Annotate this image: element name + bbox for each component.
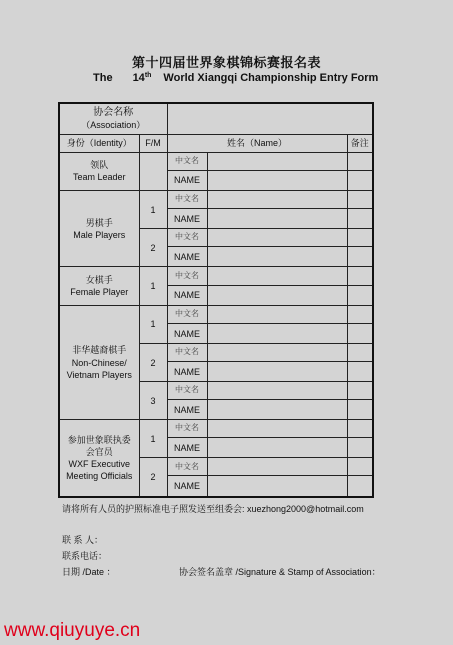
- cn-name-label: 中文名: [167, 458, 207, 476]
- group-officials-cn2: 会官员: [85, 447, 113, 458]
- remark-cell[interactable]: [347, 191, 373, 209]
- group-officials-en1: WXF Executive: [68, 459, 130, 470]
- cn-name-label: 中文名: [167, 420, 207, 438]
- name-input-cell[interactable]: [207, 306, 347, 324]
- group-female-cn: 女棋手: [85, 275, 113, 286]
- name-label: NAME: [167, 362, 207, 382]
- group-male-en: Male Players: [73, 229, 126, 240]
- name-input-cell[interactable]: [207, 267, 347, 285]
- group-officials-en2: Meeting Officials: [66, 471, 133, 482]
- remark-cell[interactable]: [347, 267, 373, 285]
- player-number: 2: [139, 344, 167, 382]
- name-input-cell[interactable]: [207, 438, 347, 458]
- group-male: [59, 191, 139, 267]
- cn-name-label: 中文名: [167, 382, 207, 400]
- cn-name-label: 中文名: [167, 152, 207, 170]
- player-number: 1: [139, 191, 167, 229]
- name-input-cell[interactable]: [207, 400, 347, 420]
- name-label: NAME: [167, 209, 207, 229]
- title-the: The: [93, 72, 113, 84]
- remark-cell[interactable]: [347, 306, 373, 324]
- player-number: 2: [139, 458, 167, 497]
- name-input-cell[interactable]: [207, 476, 347, 497]
- name-label: NAME: [167, 476, 207, 497]
- group-nonchinese-en2: Vietnam Players: [66, 369, 132, 380]
- title-rest: World Xiangqi Championship Entry Form: [163, 72, 379, 84]
- nonchinese-1-row-cn: [59, 306, 373, 324]
- name-label: NAME: [167, 285, 207, 305]
- name-header: 姓名（Name）: [167, 134, 347, 152]
- name-input-cell[interactable]: [207, 362, 347, 382]
- name-input-cell[interactable]: [207, 209, 347, 229]
- remark-cell[interactable]: [347, 247, 373, 267]
- name-input-cell[interactable]: [207, 344, 347, 362]
- remark-cell[interactable]: [347, 476, 373, 497]
- remark-cell[interactable]: [347, 285, 373, 305]
- player-number: 1: [139, 420, 167, 458]
- group-leader-cn: 领队: [90, 160, 109, 171]
- name-input-cell[interactable]: [207, 382, 347, 400]
- name-input-cell[interactable]: [207, 420, 347, 438]
- player-number: 3: [139, 382, 167, 420]
- signature-label: 协会签名盖章 /Signature & Stamp of Association：: [179, 567, 381, 577]
- entry-form-table: [58, 102, 374, 498]
- association-label: [59, 103, 167, 134]
- cn-name-label: 中文名: [167, 306, 207, 324]
- leader-row-cn: [59, 152, 373, 170]
- remark-cell[interactable]: [347, 362, 373, 382]
- remark-cell[interactable]: [347, 382, 373, 400]
- date-label: 日期 /Date ：: [62, 567, 116, 577]
- group-nonchinese-en1: Non-Chinese/: [71, 357, 127, 368]
- header-row: [59, 134, 373, 152]
- player-number: 2: [139, 229, 167, 267]
- name-input-cell[interactable]: [207, 170, 347, 190]
- remark-cell[interactable]: [347, 344, 373, 362]
- association-label-cn: 协会名称: [93, 106, 134, 118]
- group-female-en: Female Player: [70, 287, 129, 298]
- group-leader: [59, 152, 139, 191]
- group-leader-en: Team Leader: [72, 172, 126, 183]
- contact-phone-label: 联系电话：: [62, 551, 108, 561]
- remark-header: 备注: [347, 134, 373, 152]
- name-input-cell[interactable]: [207, 191, 347, 209]
- name-label: NAME: [167, 438, 207, 458]
- group-male-cn: 男棋手: [85, 217, 113, 228]
- name-input-cell[interactable]: [207, 247, 347, 267]
- group-officials: [59, 420, 139, 497]
- name-input-cell[interactable]: [207, 152, 347, 170]
- leader-fm-cell[interactable]: [139, 152, 167, 191]
- group-nonchinese: [59, 306, 139, 420]
- association-input-cell[interactable]: [167, 103, 373, 134]
- name-label: NAME: [167, 247, 207, 267]
- identity-header: 身份（Identity）: [59, 134, 139, 152]
- cn-name-label: 中文名: [167, 344, 207, 362]
- female-1-row-cn: [59, 267, 373, 285]
- name-input-cell[interactable]: [207, 229, 347, 247]
- cn-name-label: 中文名: [167, 229, 207, 247]
- name-input-cell[interactable]: [207, 324, 347, 344]
- player-number: 1: [139, 267, 167, 306]
- group-nonchinese-cn: 非华越裔棋手: [72, 345, 127, 356]
- male-1-row-cn: [59, 191, 373, 209]
- remark-cell[interactable]: [347, 229, 373, 247]
- name-label: NAME: [167, 400, 207, 420]
- passport-note: 请将所有人员的护照标准电子照发送至组委会: xuezhong2000@hotmail.com: [62, 504, 364, 514]
- remark-cell[interactable]: [347, 152, 373, 170]
- association-row: [59, 103, 373, 134]
- remark-cell[interactable]: [347, 420, 373, 438]
- group-female: [59, 267, 139, 306]
- remark-cell[interactable]: [347, 209, 373, 229]
- remark-cell[interactable]: [347, 400, 373, 420]
- name-label: NAME: [167, 170, 207, 190]
- title-suffix: th: [144, 72, 152, 79]
- remark-cell[interactable]: [347, 170, 373, 190]
- name-input-cell[interactable]: [207, 285, 347, 305]
- title-number: 14: [132, 72, 145, 84]
- remark-cell[interactable]: [347, 458, 373, 476]
- officials-1-row-cn: [59, 420, 373, 438]
- fm-header: F/M: [139, 134, 167, 152]
- form-title-chinese: 第十四届世界象棋锦标赛报名表: [131, 56, 321, 71]
- player-number: 1: [139, 306, 167, 344]
- cn-name-label: 中文名: [167, 191, 207, 209]
- remark-cell[interactable]: [347, 324, 373, 344]
- remark-cell[interactable]: [347, 438, 373, 458]
- group-officials-cn1: 参加世象联执委: [67, 434, 131, 445]
- cn-name-label: 中文名: [167, 267, 207, 285]
- contact-person-label: 联 系 人：: [62, 535, 104, 545]
- name-label: NAME: [167, 324, 207, 344]
- association-label-en: （Association）: [81, 120, 146, 131]
- watermark-url: www.qiuyuye.cn: [4, 620, 141, 641]
- name-input-cell[interactable]: [207, 458, 347, 476]
- form-title-english: [93, 72, 378, 84]
